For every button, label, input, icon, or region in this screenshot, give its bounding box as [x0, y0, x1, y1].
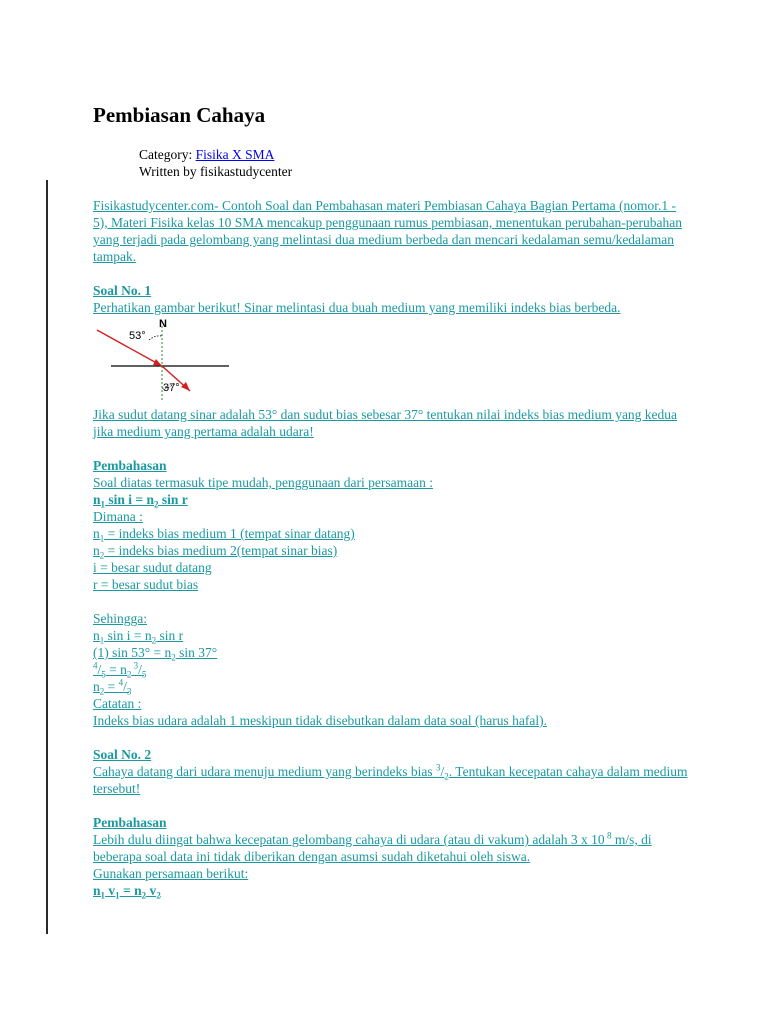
article-meta	[139, 146, 292, 180]
soal-2-text[interactable]: Cahaya datang dari udara menuju medium yang berindeks bias $^3/_2$. Tentukan kecepatan cahaya dalam medium tersebut!	[93, 762, 688, 796]
solution-step-1[interactable]: $n_1$ $\sin i = n_2$ sin r	[93, 628, 184, 646]
velocity-formula[interactable]: $n_1$ $v_1 = n_2$ $v_2$	[93, 883, 161, 901]
definition-i[interactable]: i = besar sudut datang	[93, 560, 212, 575]
page-title: Pembiasan Cahaya	[93, 103, 266, 127]
category-line: Category: Fisika X SMA	[139, 147, 275, 162]
refracted-angle-label: 37°	[163, 382, 180, 394]
snell-formula[interactable]: $n_1$ $\sin i = n_2$ sin r	[93, 492, 188, 510]
dimana-label[interactable]: Dimana :	[93, 509, 143, 524]
left-margin-rule	[46, 180, 48, 934]
catatan-label[interactable]: Catatan :	[93, 696, 142, 711]
definition-n1[interactable]: $n_1$ = indeks bias medium 1 (tempat sinar datang)	[93, 526, 355, 544]
catatan-text[interactable]: Indeks bias udara adalah 1 meskipun tidak disebutkan dalam data soal (harus hafal).	[93, 713, 547, 728]
solution-step-3[interactable]: $^4/_5 = n_2$ $^3/_5$	[93, 660, 147, 680]
definition-r[interactable]: r = besar sudut bias	[93, 577, 199, 592]
soal-1-question[interactable]: Jika sudut datang sinar adalah 53° dan sudut bias sebesar 37° tentukan nilai indeks bias medium yang kedua jika medium yang pertama adalah udara!	[93, 407, 678, 439]
solution-step-2[interactable]: (1) $\sin 53^\circ = n_2$ sin 37°	[93, 645, 218, 663]
sehingga-label[interactable]: Sehingga:	[93, 611, 147, 626]
definition-n2[interactable]: $n_2$ = indeks bias medium 2(tempat sinar bias)	[93, 543, 338, 561]
pembahasan-1-heading[interactable]: Pembahasan	[93, 458, 167, 473]
incident-ray-arrowhead	[153, 359, 162, 366]
pembahasan-1-intro[interactable]: Soal diatas termasuk tipe mudah, penggunaan dari persamaan :	[93, 475, 434, 490]
pembahasan-2-text[interactable]: Lebih dulu diingat bahwa kecepatan gelombang cahaya di udara (atau di vakum) adalah 3 x 10 $^8$ m/s, di beberapa soal data ini tidak diberikan dengan asumsi sudah diketahui oleh siswa.	[93, 830, 652, 864]
pembahasan-2-heading[interactable]: Pembahasan	[93, 815, 167, 830]
refraction-diagram	[93, 316, 243, 406]
soal-1-text[interactable]: Perhatikan gambar berikut! Sinar melintasi dua buah medium yang memiliki indeks bias berbeda.	[93, 300, 621, 315]
normal-label: N	[159, 318, 167, 330]
angle-arc-incident	[149, 336, 162, 340]
gunakan-persamaan[interactable]: Gunakan persamaan berikut:	[93, 866, 249, 881]
intro-paragraph[interactable]: Fisikastudycenter.com- Contoh Soal dan Pembahasan materi Pembiasan Cahaya Bagian Pertama (nomor.1 - 5), Materi Fisika kelas 10 SMA mencakup penggunaan rumus pembiasan, menentukan perubahan-perubahan yang terjadi pada gelombang yang melintasi dua medium berbeda dan mencari kedalaman semu/kedalaman tampak.	[93, 198, 682, 264]
soal-1-heading[interactable]: Soal No. 1	[93, 283, 152, 298]
incident-angle-label: 53°	[129, 330, 146, 342]
solution-step-4[interactable]: $n_2 = ^4/_3$	[93, 677, 132, 697]
author-line: Written by fisikastudycenter	[139, 164, 293, 179]
article-body	[93, 197, 693, 899]
category-link[interactable]: Fisika X SMA	[195, 147, 275, 162]
soal-2-heading[interactable]: Soal No. 2	[93, 747, 152, 762]
